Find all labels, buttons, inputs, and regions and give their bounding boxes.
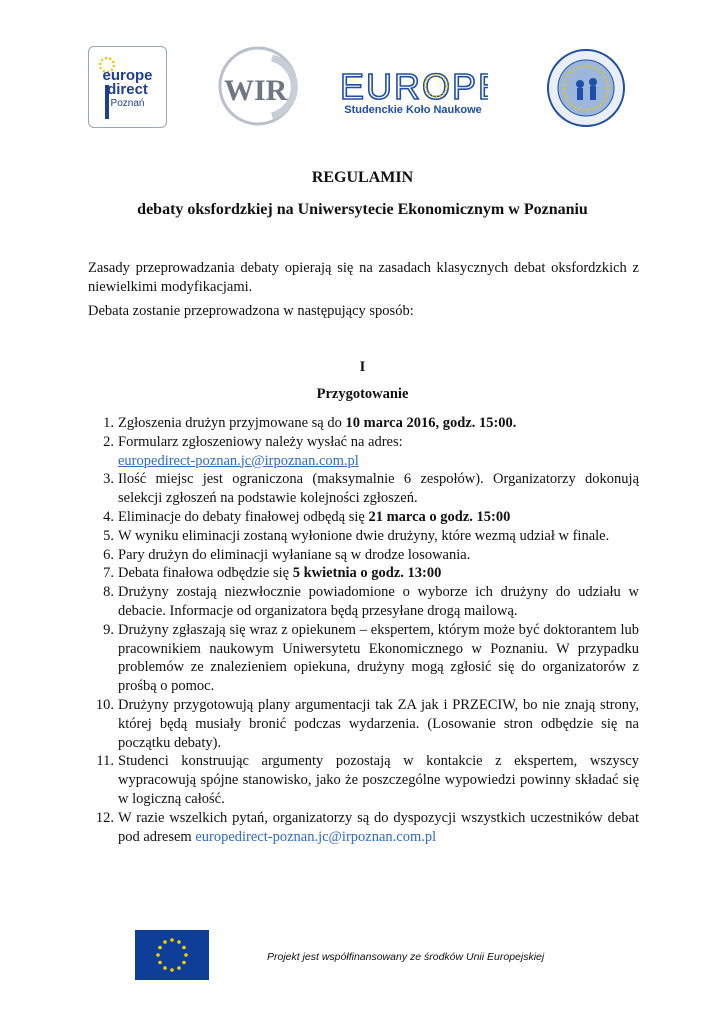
item-number: 8.	[103, 584, 114, 601]
item-text: Drużyny zostają niezwłocznie powiadomione o wyborze ich drużyny do udziału w debacie. Informacje od organizatora będą przesyłane drogą mailową.	[118, 584, 639, 619]
item-text: Debata finałowa odbędzie się	[118, 565, 293, 582]
europe-club-mark-icon	[338, 66, 488, 106]
section-title: Przygotowanie	[316, 386, 409, 402]
item-text: Pary drużyn do eliminacji wyłaniane są w drodze losowania.	[118, 546, 471, 563]
list-item	[88, 621, 639, 696]
list-item	[88, 470, 639, 508]
europe-club-logo	[338, 66, 488, 126]
footer-funding-note: Projekt jest współfinansowany ze środków Unii Europejskiej	[267, 951, 545, 963]
item-number: 5.	[103, 527, 114, 544]
item-number: 3.	[103, 471, 114, 488]
item-number: 7.	[103, 565, 114, 582]
list-item	[88, 508, 639, 527]
item-bold: 21 marca o godz. 15:00	[368, 508, 511, 525]
email-link[interactable]: europedirect-poznan.jc@irpoznan.com.pl	[195, 828, 437, 845]
europeistyka-globe-icon	[546, 48, 626, 128]
item-text: Studenci konstruując argumenty pozostają w kontakcie z ekspertem, wszyscy wypracowują spójne stanowisko, jako że poszczególne wypowiedzi powinny składać się w logiczną całość.	[118, 753, 639, 807]
list-item	[88, 696, 639, 752]
item-number: 10.	[95, 696, 114, 713]
email-link[interactable]: europedirect-poznan.jc@irpoznan.com.pl	[118, 452, 359, 469]
list-item	[88, 414, 639, 433]
eu-flag	[135, 930, 209, 980]
wir-logo	[218, 44, 298, 130]
item-text: Formularz zgłoszeniowy należy wysłać na adres:	[118, 433, 403, 450]
wir-emblem-icon	[218, 44, 298, 130]
item-number: 11.	[96, 753, 114, 770]
intro-method-line: Debata zostanie przeprowadzona w następujący sposób:	[88, 303, 414, 319]
logo-line-direct: direct	[107, 81, 148, 98]
item-bold: 10 marca 2016, godz. 15:00.	[345, 415, 517, 431]
logo-line-europe: europe	[102, 67, 153, 84]
document-title: REGULAMIN	[311, 169, 414, 186]
item-number: 12.	[95, 809, 114, 826]
rules-list	[88, 414, 639, 846]
wir-logo-text: WIR	[224, 74, 288, 107]
europe-direct-text	[89, 69, 166, 111]
europe-club-subtitle: Studenckie Koło Naukowe	[344, 104, 482, 116]
intro-paragraph: Zasady przeprowadzania debaty opierają się na zasadach klasycznych debat oksfordzkich z niewielkimi modyfikacjami.	[88, 260, 639, 295]
item-text: Ilość miejsc jest ograniczona (maksymalnie 6 zespołów). Organizatorzy dokonują selekcji zgłoszeń na podstawie kolejności zgłoszeń.	[118, 471, 639, 507]
logo-bar	[0, 44, 725, 134]
europeistyka-logo	[546, 48, 626, 128]
item-number: 4.	[103, 508, 114, 525]
list-item	[88, 527, 639, 546]
item-number: 9.	[103, 621, 114, 638]
item-text: Zgłoszenia drużyn przyjmowane są do	[118, 415, 346, 431]
europe-club-title: EUROPE	[340, 66, 488, 106]
item-number: 1.	[103, 415, 114, 431]
list-item	[88, 752, 639, 808]
document-subtitle: debaty oksfordzkiej na Uniwersytecie Ekonomicznym w Poznaniu	[137, 201, 588, 218]
eu-flag-stars-icon	[135, 930, 209, 980]
item-text: Drużyny zgłaszają się wraz z opiekunem – ekspertem, którym może być doktorantem lub pracownikiem naukowym Uniwersytetu Ekonomicznego w Poznaniu. W przypadku problemów ze znalezieniem opiekuna, drużyny mogą zgłosić się do organizatorów z prośbą o pomoc.	[118, 621, 639, 695]
item-number: 6.	[103, 546, 114, 563]
item-text: W wyniku eliminacji zostaną wyłonione dwie drużyny, które wezmą udział w finale.	[118, 527, 610, 544]
logo-line-city: Poznań	[110, 98, 145, 109]
item-text: Eliminacje do debaty finałowej odbędą się	[118, 508, 369, 525]
item-text: Drużyny przygotowują plany argumentacji tak ZA jak i PRZECIW, bo nie znają strony, której będą musiały bronić podczas wydarzenia. (Losowanie stron odbędzie się na początku debaty).	[118, 696, 639, 751]
list-item	[88, 583, 639, 621]
section-number: I	[359, 359, 366, 375]
list-item	[88, 564, 639, 583]
item-text: W razie wszelkich pytań, organizatorzy są do dyspozycji wszystkich uczestników debat pod adresem	[118, 809, 639, 845]
item-bold: 5 kwietnia o godz. 13:00	[292, 565, 442, 582]
list-item	[88, 546, 639, 565]
list-item	[88, 809, 639, 847]
item-number: 2.	[103, 433, 114, 450]
europe-direct-logo	[88, 46, 167, 128]
list-item	[88, 433, 639, 471]
